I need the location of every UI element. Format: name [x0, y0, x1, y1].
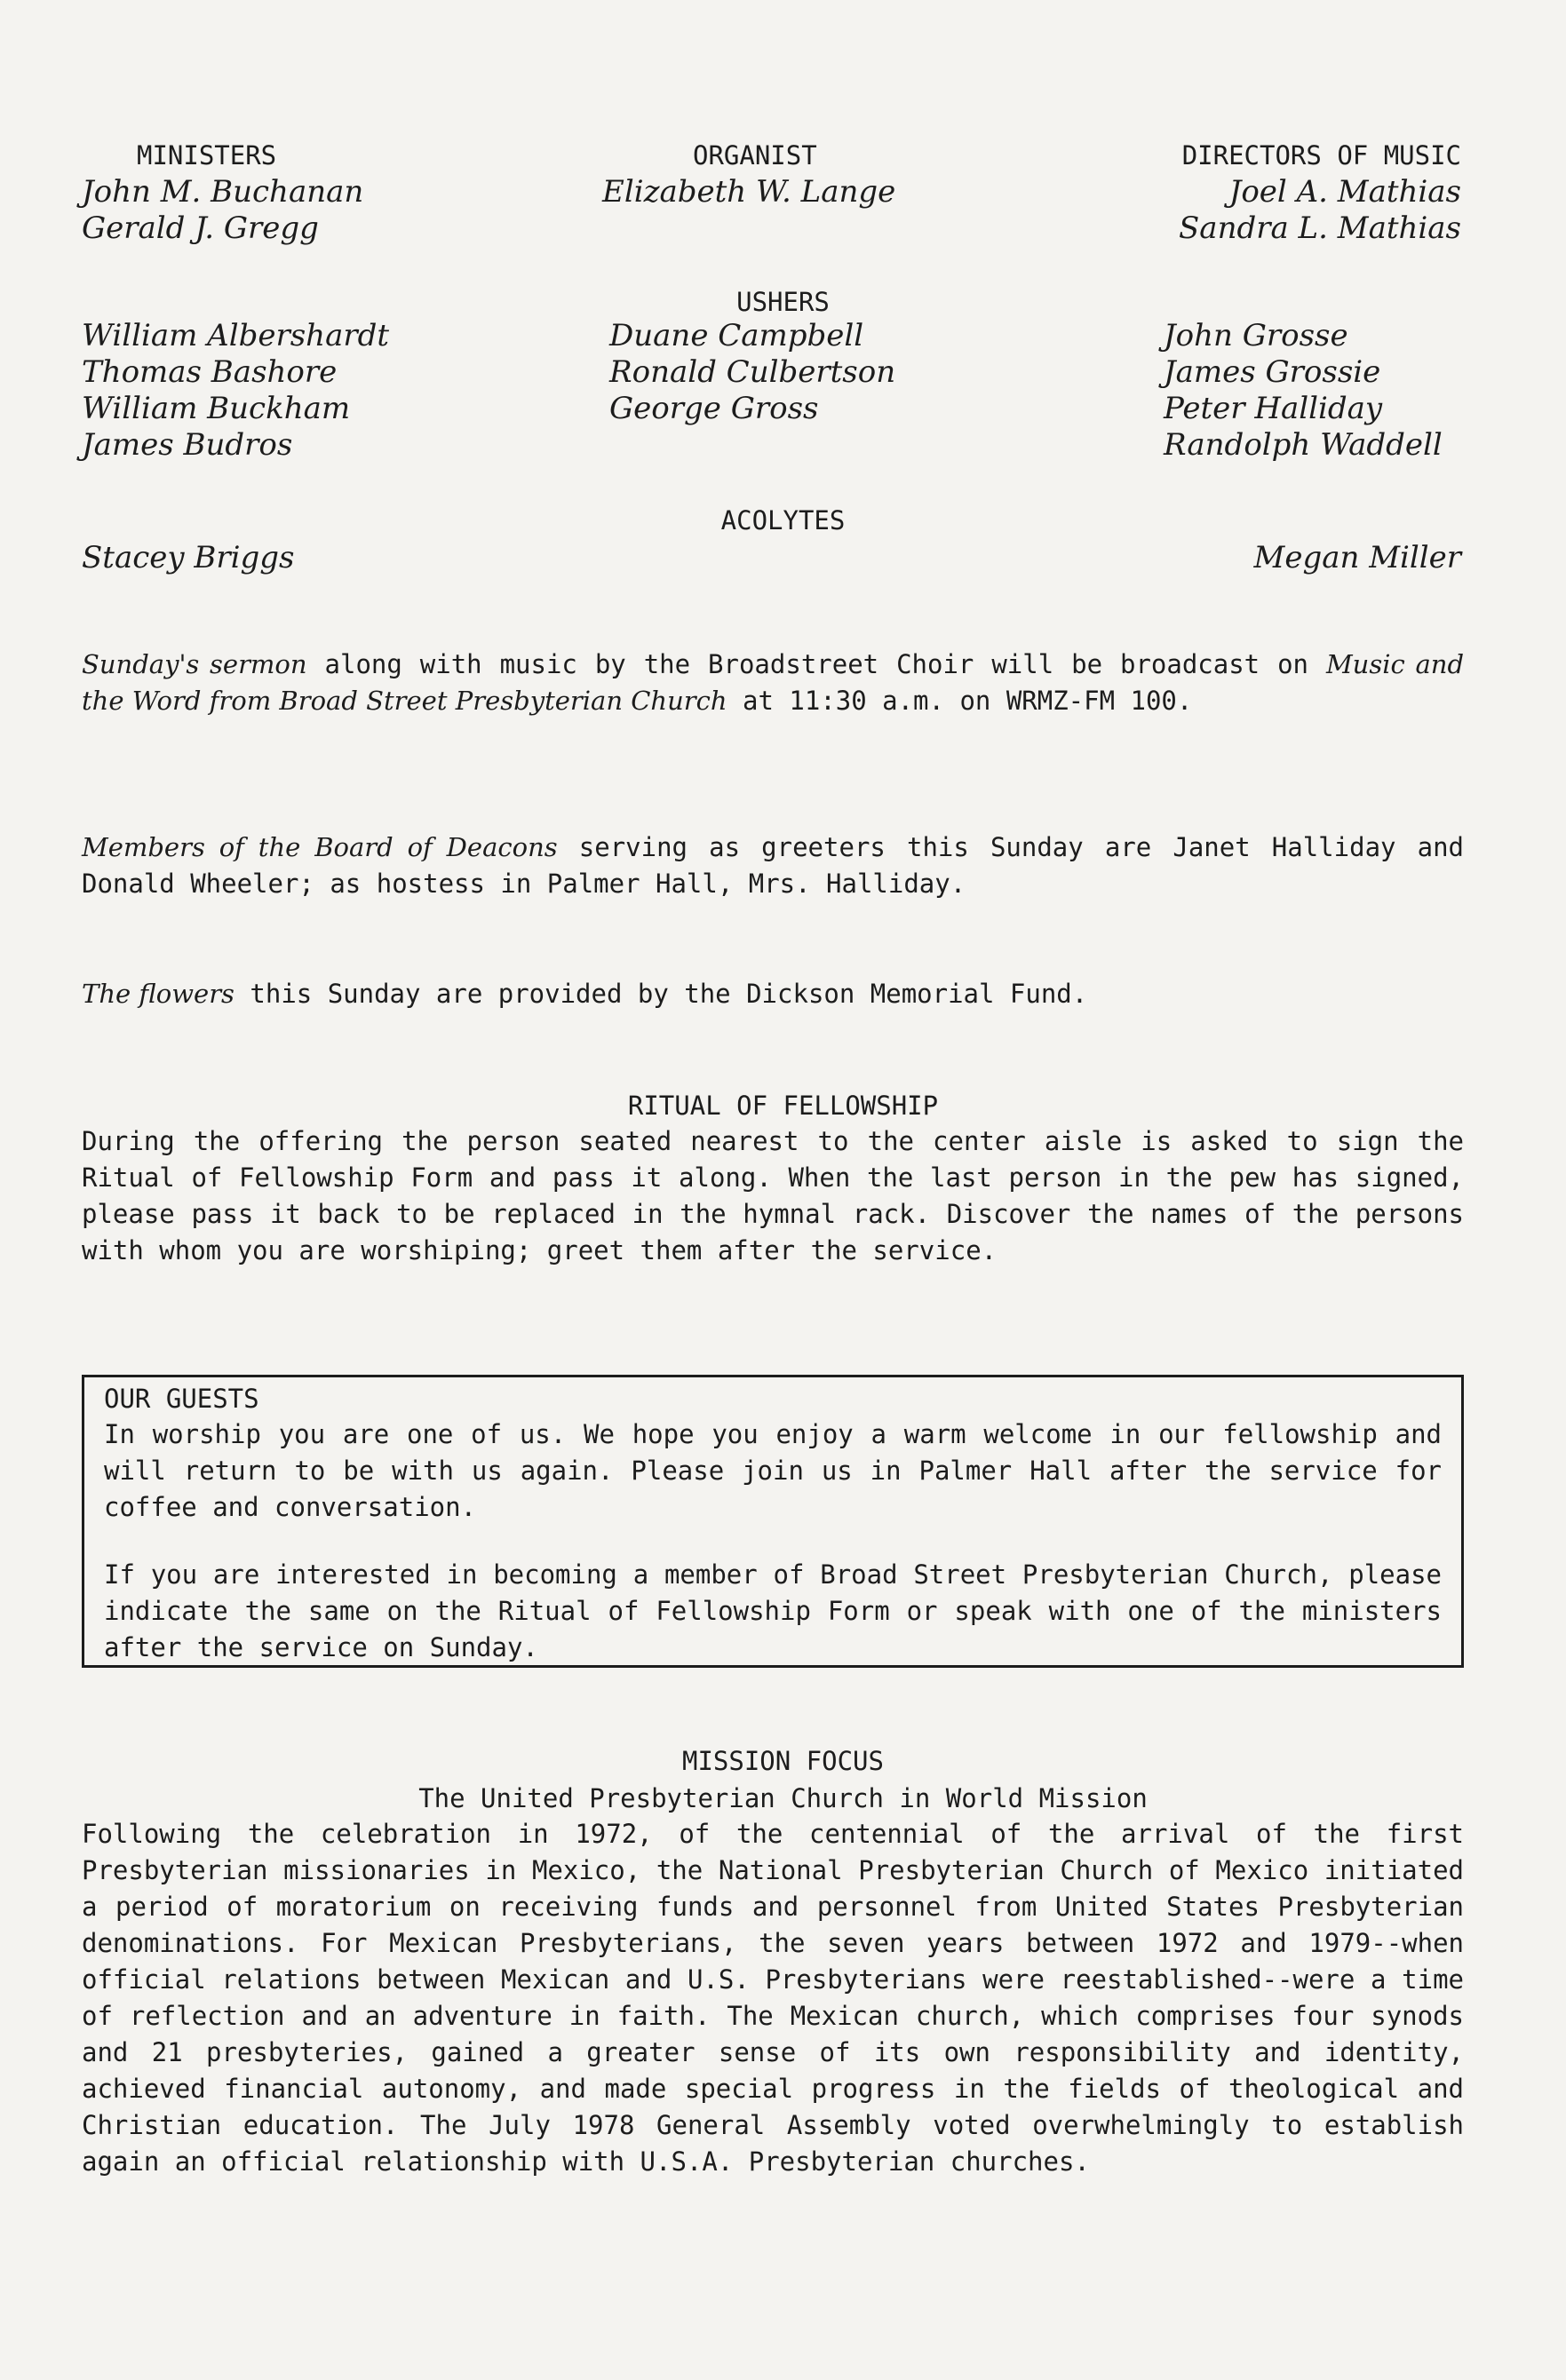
directors-heading: DIRECTORS OF MUSIC	[1181, 140, 1461, 171]
broadcast-notice	[82, 647, 1464, 719]
ushers-left	[82, 318, 464, 464]
usher-name: Thomas Bashore	[82, 354, 338, 390]
ministers-block	[82, 138, 455, 247]
organist-block	[586, 138, 959, 210]
mission-text: Following the celebration in 1972, of the centennial of the arrival of the first Presbyterian missionaries in Mexico, the National Presbyterian Church of Mexico initiated a period of moratorium on receiving funds and personnel from United States Presbyterian denominations. For Mexican Presbyterians, the seven years between 1972 and 1979--when official relations between Mexican and U.S. Presbyterians were reestablished--were a time of reflection and an adventure in faith. The Mexican church, which comprises four synods and 21 presbyteries, gained a greater sense of its own responsibility and identity, achieved financial autonomy, and made special progress in the fields of theological and Christian education. The July 1978 General Assembly voted overwhelmingly to establish again an official relationship with U.S.A. Presbyterian churches.	[82, 1819, 1464, 2177]
usher-name: James Grossie	[1164, 354, 1381, 390]
minister-name: Gerald J. Gregg	[82, 210, 319, 246]
deacons-text: serving as greeters this Sunday are Janet Halliday and Donald Wheeler; as hostess in Palmer Hall, Mrs. Halliday.	[82, 832, 1464, 899]
usher-name: John Grosse	[1164, 318, 1348, 353]
broadcast-time: at 11:30 a.m. on WRMZ-FM 100.	[727, 686, 1193, 716]
acolyte-name: Stacey Briggs	[82, 540, 295, 575]
flowers-notice	[82, 976, 1464, 1012]
ritual-heading: RITUAL OF FELLOWSHIP	[627, 1091, 939, 1121]
guests-membership-text: If you are interested in becoming a member of Broad Street Presbyterian Church, please indicate the same on the Ritual of Fellowship Form or speak with one of the ministers after the service on Sunday.	[104, 1559, 1442, 1662]
deacons-notice	[82, 829, 1464, 902]
director-name: Joel A. Mathias	[1228, 174, 1461, 210]
ritual-text: During the offering the person seated nearest to the center aisle is asked to sign the Ritual of Fellowship Form and pass it along. When the last person in the pew has signed, please pass it back to be replaced in the hymnal rack. Discover the names of the persons with whom you are worshiping; greet them after the service.	[82, 1126, 1464, 1265]
mission-heading: MISSION FOCUS	[682, 1746, 884, 1776]
usher-name: Duane Campbell	[609, 318, 864, 353]
usher-name: Ronald Culbertson	[609, 354, 896, 390]
organist-heading: ORGANIST	[693, 140, 817, 171]
guests-box	[82, 1375, 1464, 1668]
usher-name: Randolph Waddell	[1164, 427, 1443, 463]
ministers-heading: MINISTERS	[137, 140, 277, 171]
mission-subheading: The United Presbyterian Church in World Mission	[418, 1783, 1148, 1813]
flowers-lead: The flowers	[82, 979, 235, 1009]
deacons-lead: Members of the Board of Deacons	[82, 832, 558, 862]
usher-name: George Gross	[609, 391, 819, 426]
usher-name: Peter Halliday	[1164, 391, 1383, 426]
flowers-text: this Sunday are provided by the Dickson Memorial Fund.	[234, 979, 1088, 1009]
minister-name: John M. Buchanan	[82, 174, 364, 210]
broadcast-lead: Sunday's sermon	[82, 649, 307, 679]
usher-name: James Budros	[82, 427, 293, 463]
broadcast-text: along with music by the Broadstreet Choir will be broadcast on	[306, 649, 1326, 679]
organist-name: Elizabeth W. Lange	[602, 174, 896, 210]
guests-welcome-text: In worship you are one of us. We hope you enjoy a warm welcome in our fellowship and will return to be with us again. Please join us in Palmer Hall after the service for coffee and conversation.	[104, 1419, 1442, 1522]
guests-heading: OUR GUESTS	[104, 1384, 259, 1414]
usher-name: William Albershardt	[82, 318, 390, 353]
ushers-right	[1164, 318, 1466, 464]
acolytes-heading: ACOLYTES	[720, 505, 846, 536]
ushers-middle	[609, 318, 991, 427]
ushers-heading: USHERS	[736, 287, 830, 317]
directors-block	[1066, 138, 1461, 247]
acolyte-name: Megan Miller	[1253, 540, 1461, 575]
director-name: Sandra L. Mathias	[1179, 210, 1461, 246]
usher-name: William Buckham	[82, 391, 351, 426]
broadcast-program: Music and the Word from Broad Street Presbyterian Church	[82, 649, 1465, 716]
